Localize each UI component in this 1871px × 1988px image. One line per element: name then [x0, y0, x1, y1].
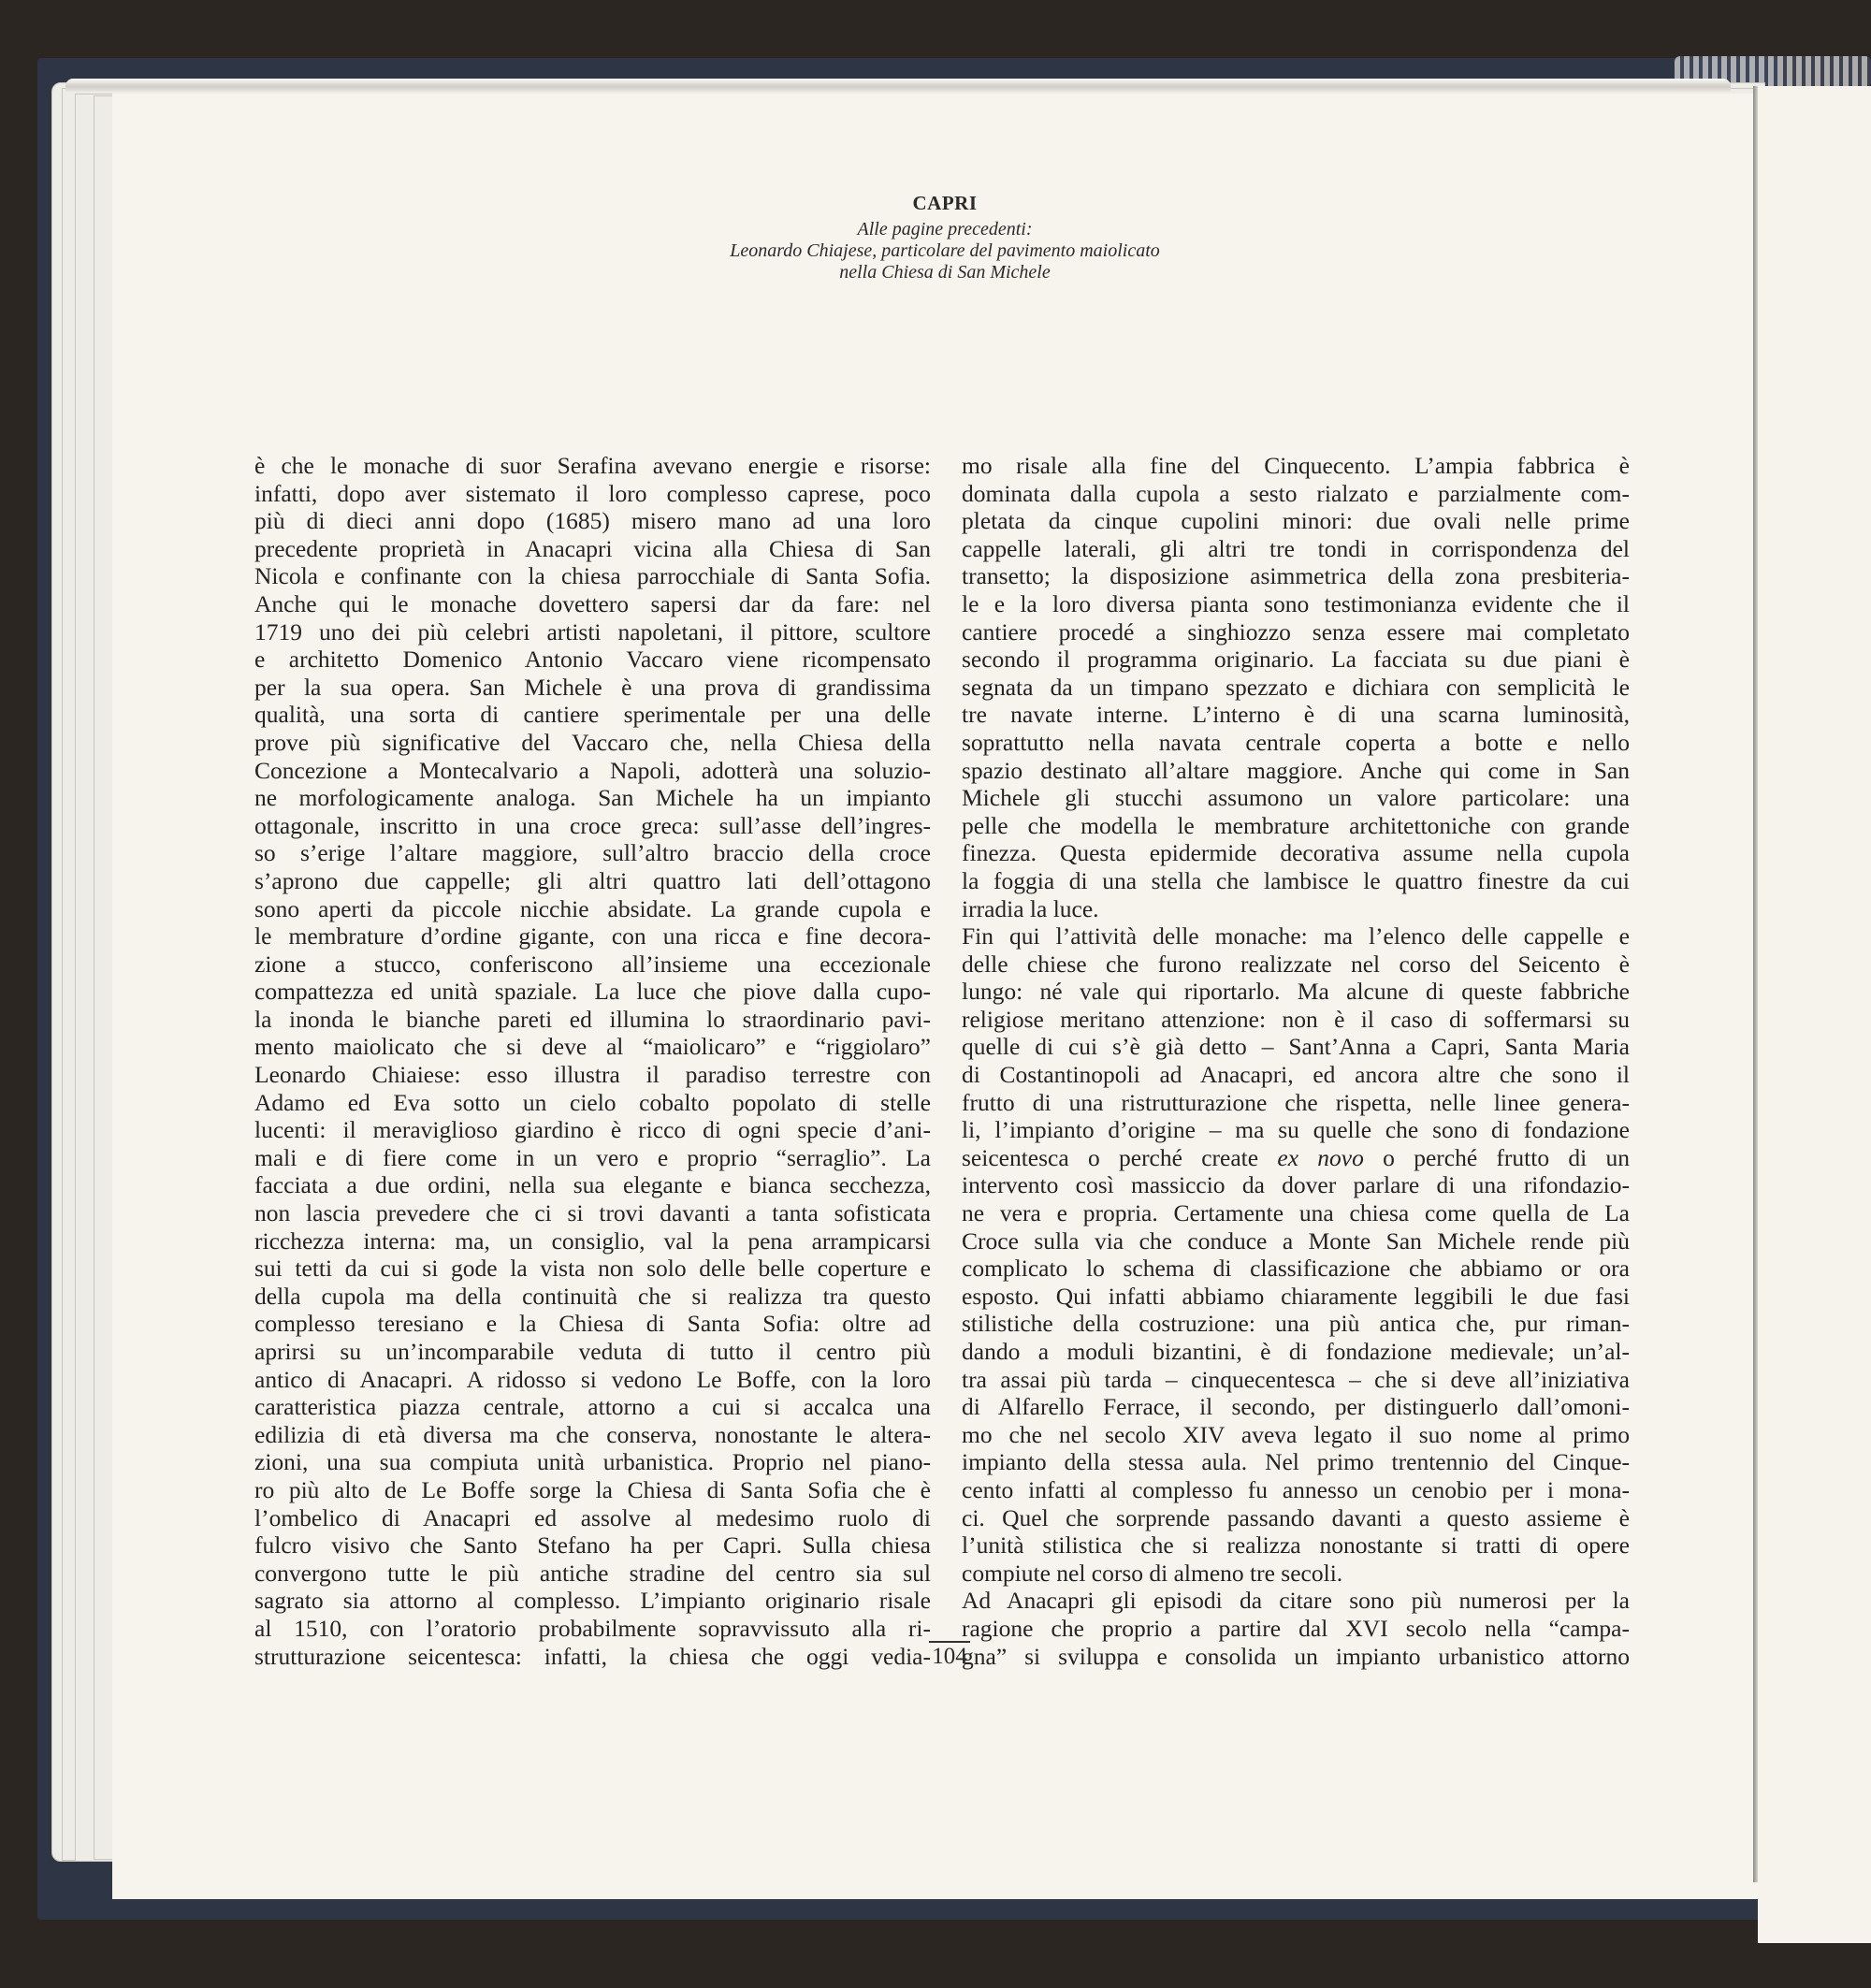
text-line: e architetto Domenico Antonio Vaccaro viene ricompensato	[254, 646, 931, 674]
text-line: complesso teresiano e la Chiesa di Santa Sofia: oltre ad	[254, 1310, 931, 1338]
text-line: quelle di cui s’è già detto – Sant’Anna a Capri, Santa Maria	[962, 1033, 1630, 1061]
text-line: ro più alto de Le Boffe sorge la Chiesa di Santa Sofia che è	[254, 1475, 931, 1503]
text-line: mali e di fiere come in un vero e proprio “serraglio”. La	[254, 1143, 931, 1171]
text-line: religiose meritano attenzione: non è il caso di soffermarsi su	[962, 1005, 1630, 1033]
text-line: transetto; la disposizione asimmetrica della zona presbiteria-	[962, 562, 1630, 590]
text-line: ne morfologicamente analoga. San Michele ha un impianto	[254, 784, 931, 812]
italic-phrase: ex novo	[1277, 1143, 1364, 1171]
text-line: compiute nel corso di almeno tre secoli.	[962, 1559, 1343, 1587]
text-line: esposto. Qui infatti abbiamo chiaramente leggibili le due fasi	[962, 1282, 1630, 1310]
text-line: pletata da cinque cupolini minori: due ovali nelle prime	[962, 507, 1630, 535]
text-line: mo risale alla fine del Cinquecento. L’ampia fabbrica è	[962, 452, 1630, 479]
text-line: tre navate interne. L’interno è di una scarna luminosità,	[962, 701, 1630, 729]
text-line: per la sua opera. San Michele è una prova di grandissima	[254, 673, 931, 701]
text-line: di Costantinopoli ad Anacapri, ed ancora altre che sono il	[962, 1061, 1630, 1089]
text-line: ci. Quel che sorprende passando davanti a questo assieme è	[962, 1503, 1630, 1531]
text-line: irradia la luce.	[962, 894, 1099, 922]
text-line: antico di Anacapri. A ridosso si vedono Le Boffe, con la loro	[254, 1365, 931, 1393]
text-line: seicentesca o perché create ex novo o perché frutto di un	[962, 1143, 1630, 1171]
section-title: CAPRI	[912, 192, 978, 214]
text-line: edilizia di età diversa ma che conserva, nonostante le altera-	[254, 1420, 931, 1448]
text-line: di Alfarello Ferrace, il secondo, per distinguerlo dall’omoni-	[962, 1393, 1630, 1421]
text-line: so s’erige l’altare maggiore, sull’altro braccio della croce	[254, 839, 931, 867]
text-line: finezza. Questa epidermide decorativa assume nella cupola	[962, 839, 1630, 867]
text-line: infatti, dopo aver sistemato il loro complesso caprese, poco	[254, 479, 931, 507]
text-line: cantiere procedé a singhiozzo senza essere mai completato	[962, 617, 1630, 646]
text-line: la foggia di una stella che lambisce le quattro finestre da cui	[962, 866, 1630, 894]
text-line: è che le monache di suor Serafina avevano energie e risorse:	[254, 452, 931, 479]
text-line: facciata a due ordini, nella sua elegante e bianca secchezza,	[254, 1171, 931, 1199]
text-line: tra assai più tarda – cinquecentesca – che si deve all’iniziativa	[962, 1365, 1630, 1393]
text-line: ne vera e propria. Certamente una chiesa come quella de La	[962, 1199, 1630, 1227]
text-line: precedente proprietà in Anacapri vicina alla Chiesa di San	[254, 534, 931, 562]
text-line: l’ombelico di Anacapri ed assolve al medesimo ruolo di	[254, 1503, 931, 1531]
book-page-right	[1758, 86, 1871, 1943]
text-line: convergono tutte le più antiche stradine del centro sia sul	[254, 1559, 931, 1587]
text-line: gna” si sviluppa e consolida un impianto urbanistico attorno	[962, 1642, 1630, 1670]
text-line: mento maiolicato che si deve al “maiolicaro” e “riggiolaro”	[254, 1033, 931, 1061]
text-line: le membrature d’ordine gigante, con una ricca e fine decora-	[254, 922, 931, 950]
text-line: impianto della stessa aula. Nel primo trentennio del Cinque-	[962, 1448, 1630, 1476]
text-column-left	[254, 452, 931, 1670]
text-line: ricchezza interna: ma, un consiglio, val la pena arrampicarsi	[254, 1226, 931, 1255]
text-line: dando a moduli bizantini, è di fondazione medievale; un’al-	[962, 1338, 1630, 1365]
text-line: Croce sulla via che conduce a Monte San Michele rende più	[962, 1226, 1630, 1255]
text-line: non lascia prevedere che ci si trovi davanti a tanta sofisticata	[254, 1199, 931, 1227]
text-line: mo che nel secolo XIV aveva legato il suo nome al primo	[962, 1420, 1630, 1448]
caption-line: Alle pagine precedenti:	[857, 219, 1033, 239]
text-line: compattezza ed unità spaziale. La luce che piove dalla cupo-	[254, 978, 931, 1006]
text-line: Michele gli stucchi assumono un valore particolare: una	[962, 784, 1630, 812]
text-line: dominata dalla cupola a sesto rialzato e parzialmente com-	[962, 479, 1630, 507]
text-line: della cupola ma della continuità che si realizza tra questo	[254, 1282, 931, 1310]
text-line: zione a stucco, conferiscono all’insieme una eccezionale	[254, 950, 931, 978]
text-line: cento infatti al complesso fu annesso un cenobio per i mona-	[962, 1475, 1630, 1503]
text-line: s’aprono due cappelle; gli altri quattro lati dell’ottagono	[254, 866, 931, 894]
text-line: delle chiese che furono realizzate nel corso del Seicento è	[962, 950, 1630, 978]
text-line: lucenti: il meraviglioso giardino è ricco di ogni specie d’ani-	[254, 1116, 931, 1144]
book-gutter	[1753, 86, 1758, 1882]
text-line: Adamo ed Eva sotto un cielo cobalto popolato di stelle	[254, 1088, 931, 1116]
page-header	[561, 192, 1328, 283]
text-line: zioni, una sua compiuta unità urbanistica. Proprio nel piano-	[254, 1448, 931, 1476]
text-line: sono aperti da piccole nicchie absidate. La grande cupola e	[254, 894, 931, 922]
text-line: secondo il programma originario. La facciata su due piani è	[962, 646, 1630, 674]
caption-line: Leonardo Chiajese, particolare del pavimento maiolicato	[730, 240, 1160, 261]
text-line: Ad Anacapri gli episodi da citare sono più numerosi per la	[962, 1587, 1630, 1615]
text-line: l’unità stilistica che si realizza nonostante si tratti di opere	[962, 1531, 1630, 1560]
text-line: fulcro visivo che Santo Stefano ha per Capri. Sulla chiesa	[254, 1531, 931, 1560]
text-line: prove più significative del Vaccaro che, nella Chiesa della	[254, 728, 931, 756]
text-line: Leonardo Chiaiese: esso illustra il paradiso terrestre con	[254, 1061, 931, 1089]
text-line: ragione che proprio a partire dal XVI secolo nella “campa-	[962, 1614, 1630, 1642]
text-line: lungo: né vale qui riportarlo. Ma alcune di queste fabbriche	[962, 978, 1630, 1006]
text-line: sagrato sia attorno al complesso. L’impianto originario risale	[254, 1587, 931, 1615]
text-line: li, l’impianto d’origine – ma su quelle che sono di fondazione	[962, 1116, 1630, 1144]
text-line: cappelle laterali, gli altri tre tondi in corrispondenza del	[962, 534, 1630, 562]
text-line: caratteristica piazza centrale, attorno a cui si accalca una	[254, 1393, 931, 1421]
text-line: ottagonale, inscritto in una croce greca: sull’asse dell’ingres-	[254, 811, 931, 839]
text-line: complicato lo schema di classificazione che abbiamo or ora	[962, 1255, 1630, 1283]
text-line: sui tetti da cui si gode la vista non solo delle belle coperture e	[254, 1255, 931, 1283]
caption-line: nella Chiesa di San Michele	[839, 262, 1051, 283]
text-column-right	[962, 452, 1630, 1670]
text-line: frutto di una ristrutturazione che rispetta, nelle linee genera-	[962, 1088, 1630, 1116]
text-line: intervento così massiccio da dover parlare di una rifondazio-	[962, 1171, 1630, 1199]
text-line: segnata da un timpano spezzato e dichiara con semplicità le	[962, 673, 1630, 701]
text-line: soprattutto nella navata centrale coperta a botte e nello	[962, 728, 1630, 756]
text-line: Concezione a Montecalvario a Napoli, adotterà una soluzio-	[254, 756, 931, 784]
text-line: Fin qui l’attività delle monache: ma l’elenco delle cappelle e	[962, 922, 1630, 950]
text-line: al 1510, con l’oratorio probabilmente sopravvissuto alla ri-	[254, 1614, 931, 1642]
text-line: Nicola e confinante con la chiesa parrocchiale di Santa Sofia.	[254, 562, 931, 590]
text-line: 1719 uno dei più celebri artisti napoletani, il pittore, scultore	[254, 617, 931, 646]
text-line: pelle che modella le membrature architettoniche con grande	[962, 811, 1630, 839]
page-top-edge	[65, 79, 1731, 92]
text-line: Anche qui le monache dovettero sapersi dar da fare: nel	[254, 589, 931, 617]
page-number: 104	[929, 1641, 970, 1670]
text-line: strutturazione seicentesca: infatti, la chiesa che oggi vedia-	[254, 1642, 931, 1670]
text-line: stilistiche della costruzione: una più antica che, pur riman-	[962, 1310, 1630, 1338]
text-line: le e la loro diversa pianta sono testimonianza evidente che il	[962, 589, 1630, 617]
text-line: aprirsi su un’incomparabile veduta di tutto il centro più	[254, 1338, 931, 1365]
text-line: più di dieci anni dopo (1685) misero mano ad una loro	[254, 507, 931, 535]
text-line: spazio destinato all’altare maggiore. Anche qui come in San	[962, 756, 1630, 784]
text-line: qualità, una sorta di cantiere sperimentale per una delle	[254, 701, 931, 729]
text-line: la inonda le bianche pareti ed illumina lo straordinario pavi-	[254, 1005, 931, 1033]
